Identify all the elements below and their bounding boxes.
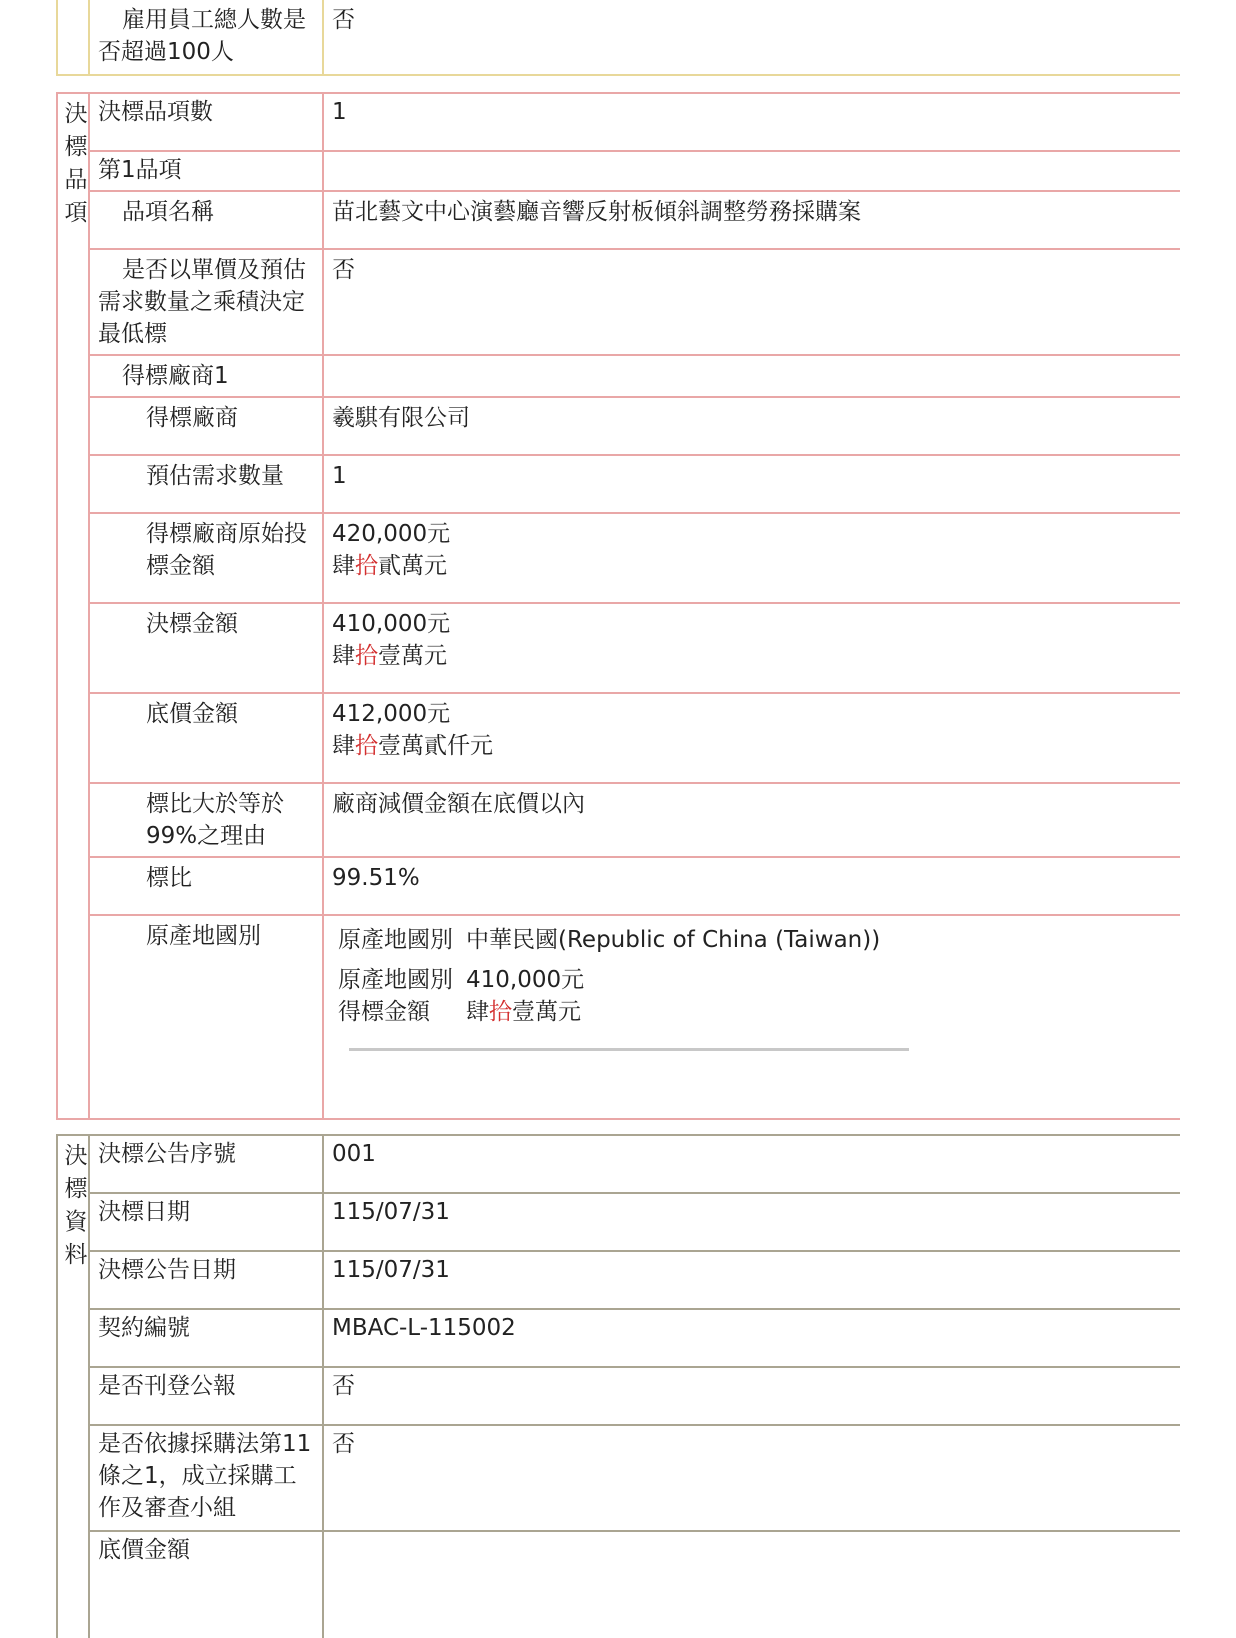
item-count-label: 決標品項數 (98, 99, 213, 125)
row-divider (90, 512, 1180, 514)
row-divider (90, 1250, 1180, 1252)
vendor-value: 羲騏有限公司 (332, 405, 470, 431)
origin-amount: 410,000元 (466, 967, 585, 993)
row-divider (90, 602, 1180, 604)
amount-words-part: 肆 (332, 733, 355, 759)
amount-words-part: 肆 (332, 643, 355, 669)
employee-count-value: 否 (332, 7, 355, 33)
award-date-value: 115/07/31 (332, 1199, 450, 1225)
section-label-char: 資 (64, 1209, 88, 1235)
employee-count-label-line2: 否超過100人 (98, 39, 234, 65)
item-name-label: 品項名稱 (122, 199, 214, 225)
award-data-section (56, 1134, 1180, 1638)
item-name-value: 苗北藝文中心演藝廳音響反射板傾斜調整勞務採購案 (332, 199, 861, 225)
amount-words-highlight: 拾 (489, 999, 512, 1025)
amount-words-part: 壹萬元 (512, 999, 581, 1025)
section-label-char: 料 (64, 1242, 88, 1268)
gazette-value: 否 (332, 1373, 355, 1399)
award-amt-label: 決標金額 (146, 611, 238, 637)
column-divider (88, 1136, 90, 1638)
contract-no-label: 契約編號 (98, 1315, 190, 1341)
unit-price-label-line3: 最低標 (98, 321, 167, 347)
row-divider (90, 354, 1180, 356)
vendor-label: 得標廠商 (146, 405, 238, 431)
orig-bid-label-line1: 得標廠商原始投 (146, 521, 307, 547)
item-heading: 第1品項 (98, 157, 182, 183)
award-items-section (56, 92, 1180, 1120)
award-notice-seq-label: 決標公告序號 (98, 1141, 236, 1167)
ratio-label: 標比 (146, 865, 192, 891)
unit-price-value: 否 (332, 257, 355, 283)
row-divider (90, 396, 1180, 398)
gazette-label: 是否刊登公報 (98, 1373, 236, 1399)
row-divider (90, 1424, 1180, 1426)
origin-amt-label-line1: 原產地國別 (338, 967, 453, 993)
amount-words-part: 肆 (466, 999, 489, 1025)
est-qty-value: 1 (332, 463, 347, 489)
award-notice-date-value: 115/07/31 (332, 1257, 450, 1283)
award-notice-date-label: 決標公告日期 (98, 1257, 236, 1283)
origin-country-value: 中華民國(Republic of China (Taiwan)) (466, 927, 881, 953)
column-divider (88, 0, 90, 74)
row-divider (90, 1366, 1180, 1368)
item-count-value: 1 (332, 99, 347, 125)
amount-words-highlight: 拾 (355, 553, 378, 579)
ratio-reason-label-line2: 99%之理由 (146, 823, 267, 849)
base-price-amount: 412,000元 (332, 701, 451, 727)
award-notice-seq-value: 001 (332, 1141, 376, 1167)
amount-words-part: 壹萬元 (378, 643, 447, 669)
origin-amount-words (466, 996, 581, 1028)
section-label-char: 項 (64, 200, 88, 226)
unit-price-label-line1: 是否以單價及預估 (122, 257, 306, 283)
committee-label-line1: 是否依據採購法第11 (98, 1431, 312, 1457)
base-price-words (332, 730, 493, 762)
employee-count-section (56, 0, 1180, 76)
amount-words-part: 貳萬元 (378, 553, 447, 579)
row-divider (90, 1192, 1180, 1194)
row-divider (90, 1530, 1180, 1532)
section-label-char: 決 (64, 101, 88, 127)
column-divider (322, 0, 324, 74)
amount-words-part: 肆 (332, 553, 355, 579)
employee-count-label-line1: 雇用員工總人數是 (122, 7, 306, 33)
row-divider (90, 1308, 1180, 1310)
award-date-label: 決標日期 (98, 1199, 190, 1225)
orig-bid-label-line2: 標金額 (146, 553, 215, 579)
row-divider (90, 454, 1180, 456)
row-divider (90, 150, 1180, 152)
row-divider (58, 1118, 1180, 1120)
ratio-reason-label-line1: 標比大於等於 (146, 791, 284, 817)
award-amt-amount: 410,000元 (332, 611, 451, 637)
origin-separator (349, 1048, 909, 1051)
committee-value: 否 (332, 1431, 355, 1457)
orig-bid-words (332, 550, 447, 582)
row-divider (90, 248, 1180, 250)
section-label-char: 標 (64, 134, 88, 160)
committee-label-line3: 作及審查小組 (98, 1495, 236, 1521)
section-label-char: 品 (64, 167, 88, 193)
origin-sub-label: 原產地國別 (338, 927, 453, 953)
row-divider (90, 914, 1180, 916)
column-divider (322, 1136, 324, 1638)
amount-words-highlight: 拾 (355, 643, 378, 669)
origin-amt-label-line2: 得標金額 (338, 999, 430, 1025)
data-base-price-label: 底價金額 (98, 1537, 190, 1563)
contract-no-value: MBAC-L-115002 (332, 1315, 516, 1341)
origin-label: 原產地國別 (146, 923, 261, 949)
row-divider (90, 692, 1180, 694)
est-qty-label: 預估需求數量 (146, 463, 284, 489)
amount-words-part: 壹萬貳仟元 (378, 733, 493, 759)
row-divider (90, 782, 1180, 784)
ratio-reason-value: 廠商減價金額在底價以內 (332, 791, 585, 817)
section-label-char: 標 (64, 1176, 88, 1202)
row-divider (90, 190, 1180, 192)
amount-words-highlight: 拾 (355, 733, 378, 759)
committee-label-line2: 條之1，成立採購工 (98, 1463, 297, 1489)
vendor-heading: 得標廠商1 (122, 363, 229, 389)
base-price-label: 底價金額 (146, 701, 238, 727)
unit-price-label-line2: 需求數量之乘積決定 (98, 289, 305, 315)
award-amt-words (332, 640, 447, 672)
row-divider (90, 856, 1180, 858)
ratio-value: 99.51% (332, 865, 420, 891)
section-label-char: 決 (64, 1143, 88, 1169)
orig-bid-amount: 420,000元 (332, 521, 451, 547)
